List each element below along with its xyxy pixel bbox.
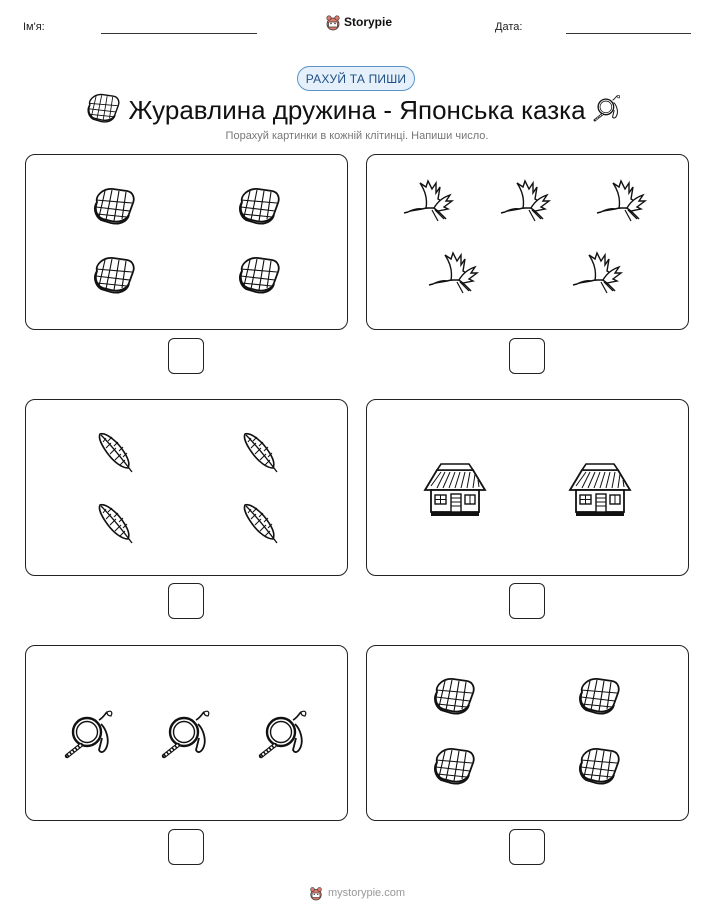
loom-hoop-icon: [67, 711, 112, 756]
counting-cell-2: [366, 154, 689, 330]
feather-icon: [99, 434, 132, 472]
blanket-icon: [95, 258, 134, 293]
house-group: [367, 400, 690, 577]
brand-name: Storypie: [344, 15, 393, 29]
house-icon: [570, 464, 630, 516]
answer-box-1[interactable]: [168, 338, 204, 374]
date-label: Дата:: [495, 21, 523, 33]
blanket-group: [26, 155, 349, 331]
blanket-icon: [435, 749, 474, 784]
storypie-logo: [325, 14, 392, 30]
name-label: Ім'я:: [23, 21, 45, 33]
date-line[interactable]: [566, 33, 691, 34]
blanket-icon: [95, 189, 134, 224]
feather-icon: [99, 505, 132, 543]
instructions: Порахуй картинки в кожній клітинці. Напиши число.: [225, 130, 489, 142]
blanket-group: [367, 646, 690, 822]
counting-cell-4: [366, 399, 689, 576]
answer-box-3[interactable]: [168, 583, 204, 619]
counting-cell-3: [25, 399, 348, 576]
footer-url[interactable]: mystorypie.com: [327, 887, 406, 899]
answer-box-4[interactable]: [509, 583, 545, 619]
bear-logo-icon: [309, 886, 323, 900]
bear-logo-icon: [325, 14, 341, 30]
footer: [0, 886, 714, 900]
crane-icon: [597, 181, 645, 221]
crane-icon: [404, 181, 452, 221]
activity-badge: РАХУЙ ТА ПИШИ: [297, 66, 415, 91]
answer-box-6[interactable]: [509, 829, 545, 865]
loom-hoop-icon: [592, 93, 622, 123]
house-icon: [425, 464, 485, 516]
answer-box-5[interactable]: [168, 829, 204, 865]
blanket-icon: [240, 189, 279, 224]
crane-group: [367, 155, 690, 331]
counting-cell-5: [25, 645, 348, 821]
answer-box-2[interactable]: [509, 338, 545, 374]
loom-hoop-icon: [164, 711, 209, 756]
page-title: Журавлина дружина - Японська казка: [128, 95, 586, 125]
name-line[interactable]: [101, 33, 257, 34]
hoop-group: [26, 646, 349, 822]
loom-hoop-icon: [261, 711, 306, 756]
feather-icon: [244, 505, 277, 543]
crane-icon: [573, 253, 621, 293]
blanket-icon: [580, 749, 619, 784]
feather-icon: [244, 434, 277, 472]
blanket-icon: [86, 93, 122, 123]
blanket-icon: [435, 679, 474, 714]
crane-icon: [501, 181, 549, 221]
counting-cell-6: [366, 645, 689, 821]
blanket-icon: [240, 258, 279, 293]
crane-icon: [429, 253, 477, 293]
blanket-icon: [580, 679, 619, 714]
feather-group: [26, 400, 349, 577]
counting-cell-1: [25, 154, 348, 330]
